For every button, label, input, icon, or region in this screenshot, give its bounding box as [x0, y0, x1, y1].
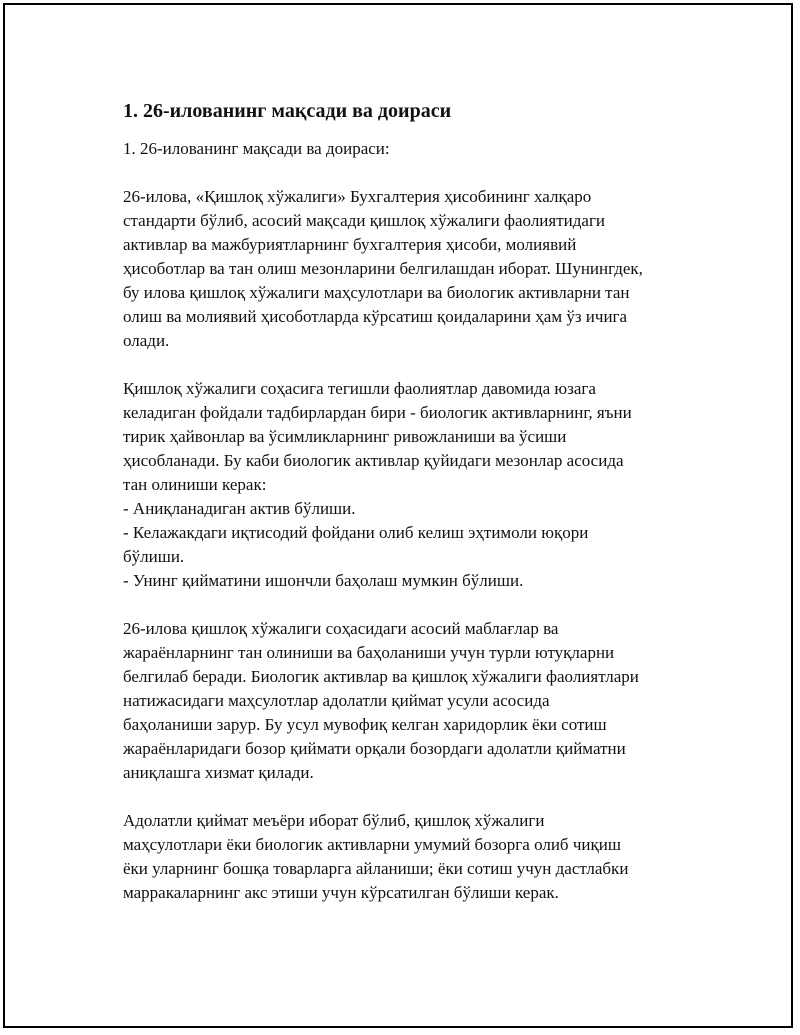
text-line: олиш ва молиявий ҳисоботларда кўрсатиш қоидаларини ҳам ўз ичига — [123, 307, 628, 326]
paragraph — [123, 377, 713, 593]
paragraph — [123, 617, 713, 785]
paragraph — [123, 185, 713, 353]
text-line: олади. — [123, 331, 170, 350]
paragraphs-container — [123, 185, 713, 905]
text-line: аниқлашга хизмат қилади. — [123, 763, 314, 782]
text-line: Адолатли қиймат меъёри иборат бўлиб, қишлоқ хўжалиги — [123, 811, 545, 830]
text-line: - Унинг қийматини ишончли баҳолаш мумкин бўлиши. — [123, 571, 524, 590]
text-line: белгилаб беради. Биологик активлар ва қишлоқ хўжалиги фаолиятлари — [123, 667, 639, 686]
text-line: жараёнларнинг тан олиниши ва баҳоланиши учун турли ютуқларни — [123, 643, 615, 662]
page-frame — [3, 3, 793, 1028]
text-line: ёки уларнинг бошқа товарларга айланиши; ёки сотиш учун дастлабки — [123, 859, 629, 878]
text-line: Қишлоқ хўжалиги соҳасига тегишли фаолиятлар давомида юзага — [123, 379, 596, 398]
text-line: натижасидаги маҳсулотлар адолатли қиймат усули асосида — [123, 691, 550, 710]
text-line: ҳисоботлар ва тан олиш мезонларини белгилашдан иборат. Шунингдек, — [123, 259, 643, 278]
text-line: бўлиши. — [123, 547, 185, 566]
text-line: 26-илова қишлоқ хўжалиги соҳасидаги асосий маблағлар ва — [123, 619, 559, 638]
text-line: тан олиниши керак: — [123, 475, 267, 494]
text-line: келадиган фойдали тадбирлардан бири - биологик активларнинг, яъни — [123, 403, 632, 422]
text-line: баҳоланиши зарур. Бу усул мувофиқ келган харидорлик ёки сотиш — [123, 715, 607, 734]
text-line: марракаларнинг акс этиши учун кўрсатилган бўлиши керак. — [123, 883, 559, 902]
text-line: - Аниқланадиган актив бўлиши. — [123, 499, 356, 518]
text-line: маҳсулотлари ёки биологик активларни умумий бозорга олиб чиқиш — [123, 835, 621, 854]
text-line: ҳисобланади. Бу каби биологик активлар қуйидаги мезонлар асосида — [123, 451, 624, 470]
text-line: активлар ва мажбуриятларнинг бухгалтерия ҳисоби, молиявий — [123, 235, 577, 254]
text-line: тирик ҳайвонлар ва ўсимликларнинг ривожланиши ва ўсиши — [123, 427, 567, 446]
section-subheading: 1. 26-илованинг мақсади ва доираси: — [123, 139, 390, 158]
text-line: - Келажакдаги иқтисодий фойдани олиб келиш эҳтимоли юқори — [123, 523, 589, 542]
text-line: стандарти бўлиб, асосий мақсади қишлоқ хўжалиги фаолиятидаги — [123, 211, 606, 230]
document-heading: 1. 26-илованинг мақсади ва доираси — [123, 100, 452, 122]
text-line: жараёнларидаги бозор қиймати орқали бозордаги адолатли қийматни — [123, 739, 626, 758]
document-body — [123, 97, 713, 929]
paragraph — [123, 809, 713, 905]
text-line: бу илова қишлоқ хўжалиги маҳсулотлари ва биологик активларни тан — [123, 283, 630, 302]
text-line: 26-илова, «Қишлоқ хўжалиги» Бухгалтерия ҳисобининг халқаро — [123, 187, 592, 206]
